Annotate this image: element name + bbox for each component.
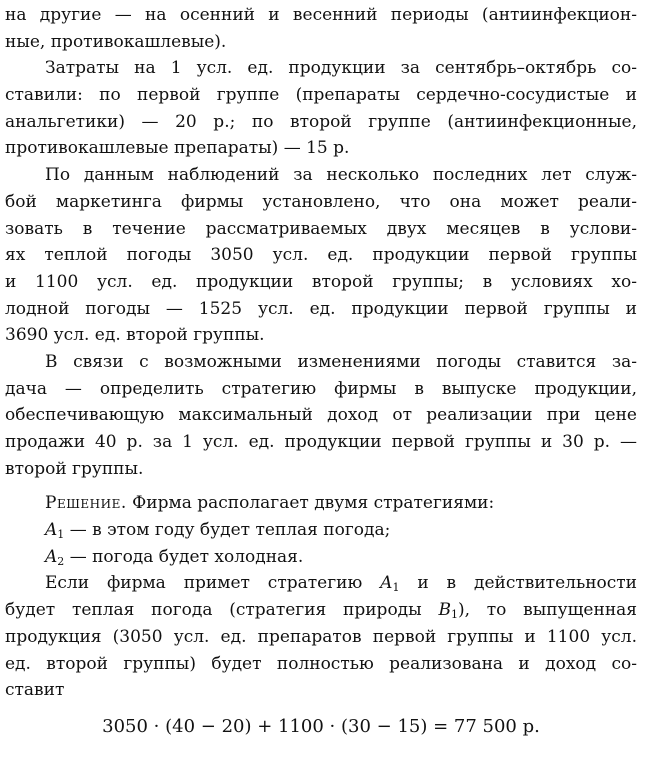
p5-l1-sub: 1 (392, 581, 400, 595)
section-spacer (5, 482, 637, 490)
paragraph-line: на другие — на осенний и весенний периоды (антиинфекцион- (5, 5, 637, 25)
solution-heading: Решение. (45, 493, 127, 514)
paragraph-line: ставили: по первой группе (препараты сердечно-сосудистые и (5, 85, 637, 106)
paragraph-line: противокашлевые препараты) — 15 р. (5, 138, 350, 159)
strategy-a1-text: — в этом году будет теплая погода; (69, 520, 391, 541)
paragraph-line: ях теплой погоды 3050 усл. ед. продукции первой группы (5, 245, 637, 266)
paragraph-line: По данным наблюдений за несколько последних лет служ- (45, 165, 637, 186)
p5-l2-var: B (438, 600, 451, 621)
paragraph-line: зовать в течение рассматриваемых двух месяцев в услови- (5, 218, 637, 239)
strategy-a2-sub: 2 (57, 554, 65, 568)
paragraph-line: В связи с возможными изменениями погоды ставится за- (45, 351, 637, 372)
paragraph-line (5, 570, 637, 597)
strategy-a2-line (5, 544, 637, 571)
strategy-a1-var: A (45, 520, 58, 541)
paragraph-line: анальгетики) — 20 р.; по второй группе (антиинфекционные, (5, 111, 637, 132)
p5-l1-pre: Если фирма примет стратегию (45, 573, 363, 594)
paragraph-line (5, 597, 637, 624)
strategy-a2-var: A (45, 546, 58, 567)
p5-l2-sub: 1 (450, 608, 458, 622)
paragraph-line: второй группы. (5, 458, 144, 479)
textbook-page (5, 2, 637, 742)
paragraph-line: дача — определить стратегию фирмы в выпуске продукции, (5, 378, 637, 399)
paragraph-line: ставит (5, 680, 65, 701)
strategy-a1-line (5, 517, 637, 544)
paragraph-line: ные, противокашлевые). (5, 31, 227, 52)
paragraph-line: лодной погоды — 1525 усл. ед. продукции первой группы и (5, 298, 637, 319)
paragraph-line: 3690 усл. ед. второй группы. (5, 325, 265, 346)
solution-intro: Фирма располагает двумя стратегиями: (132, 493, 495, 514)
paragraph-line: бой маркетинга фирмы установлено, что она может реали- (5, 191, 637, 212)
p5-l2-pre: будет теплая погода (стратегия природы (5, 600, 422, 621)
paragraph-line: Затраты на 1 усл. ед. продукции за сентябрь–октябрь со- (45, 58, 637, 79)
paragraph-line: и 1100 усл. ед. продукции второй группы; в условиях хо- (5, 271, 637, 292)
strategy-a1-sub: 1 (57, 528, 65, 542)
p5-l2-post: ), то выпущенная (457, 600, 638, 621)
income-formula: 3050 · (40 − 20) + 1100 · (30 − 15) = 77 500 р. (102, 715, 540, 737)
paragraph-line: продукция (3050 усл. ед. препаратов первой группы и 1100 усл. (5, 626, 637, 647)
p5-l1-post: и в действительности (417, 573, 638, 594)
solution-intro-line (5, 490, 637, 517)
p5-l1-var: A (380, 573, 393, 594)
paragraph-line: ед. второй группы) будет полностью реализована и доход со- (5, 653, 637, 674)
paragraph-line: продажи 40 р. за 1 усл. ед. продукции первой группы и 30 р. — (5, 432, 637, 452)
paragraph-line: обеспечивающую максимальный доход от реализации при цене (5, 405, 637, 426)
strategy-a2-text: — погода будет холодная. (69, 546, 304, 567)
